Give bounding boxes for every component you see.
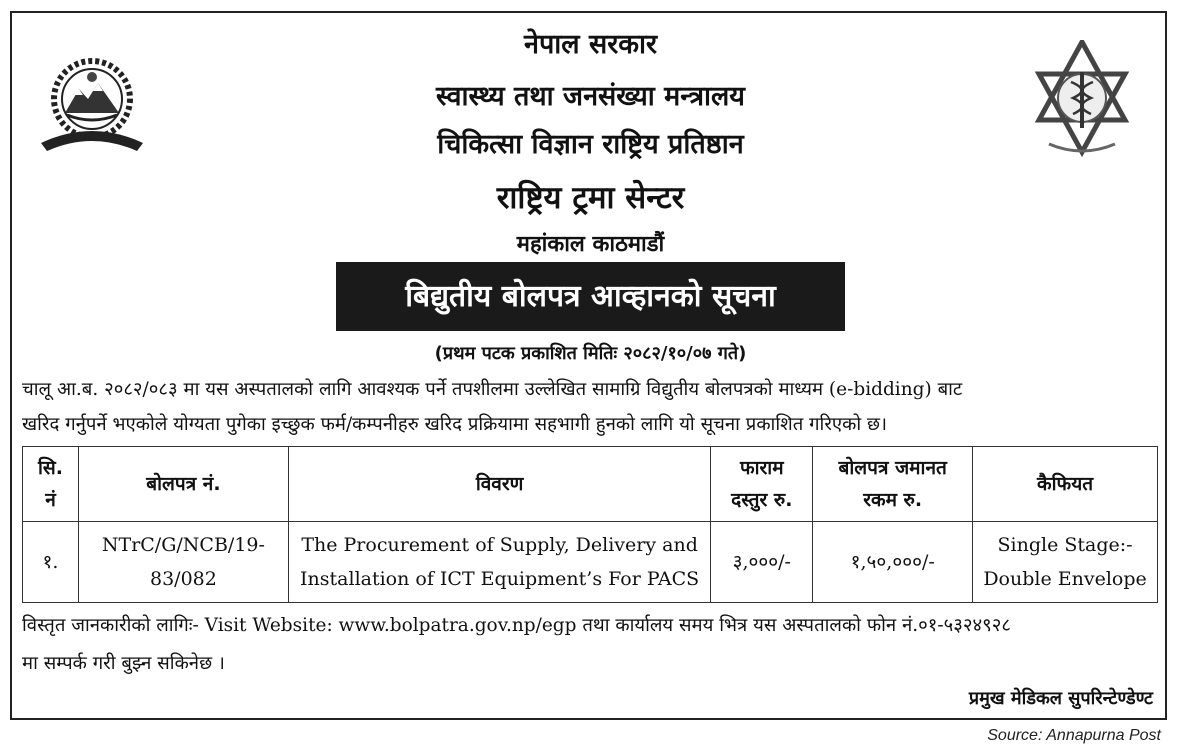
col-header-fee-line1: फाराम bbox=[739, 457, 784, 479]
cell-bid-no-line1: NTrC/G/NCB/19- bbox=[101, 534, 265, 556]
table-header-row bbox=[23, 447, 1158, 522]
cell-remarks bbox=[973, 522, 1158, 603]
col-header-sn-line1: सि. bbox=[37, 457, 63, 479]
table-row bbox=[23, 522, 1158, 603]
col-header-fee-line2: दस्तुर रु. bbox=[731, 489, 793, 511]
col-header-security-line2: रकम रु. bbox=[863, 489, 923, 511]
cell-description bbox=[288, 522, 710, 603]
col-header-sn-line2: नं bbox=[45, 489, 56, 511]
col-header-security bbox=[813, 447, 973, 522]
tender-table bbox=[22, 446, 1158, 603]
cell-description-line2: Installation of ICT Equipment’s For PACS bbox=[300, 568, 700, 590]
header-academy: चिकित्सा विज्ञान राष्ट्रिय प्रतिष्ठान bbox=[437, 129, 744, 160]
publish-date: (प्रथम पटक प्रकाशित मितिः २०८२/१०/०७ गते) bbox=[434, 343, 747, 364]
footer-info-line-2: मा सम्पर्क गरी बुझ्न सकिनेछ । bbox=[22, 653, 225, 674]
signatory: प्रमुख मेडिकल सुपरिन्टेण्डेण्ट bbox=[968, 688, 1153, 709]
header-trauma-center: राष्ट्रिय ट्रमा सेन्टर bbox=[496, 180, 685, 216]
col-header-security-line1: बोलपत्र जमानत bbox=[838, 457, 947, 479]
cell-fee: ३,०००/- bbox=[711, 522, 813, 603]
col-header-fee bbox=[711, 447, 813, 522]
col-header-bid-no: बोलपत्र नं. bbox=[78, 447, 288, 522]
cell-security: १,५०,०००/- bbox=[813, 522, 973, 603]
intro-line-1: चालू आ.ब. २०८२/०८३ मा यस अस्पतालको लागि आवश्यक पर्ने तपशीलमा उल्लेखित सामाग्रि विद्युतीय बोलपत्रको माध्यम (e-bidding) बाट bbox=[22, 379, 963, 400]
cell-sn: १. bbox=[23, 522, 79, 603]
intro-line-2: खरिद गर्नुपर्ने भएकोले योग्यता पुगेका इच्छुक फर्म/कम्पनीहरु खरिद प्रक्रियामा सहभागी हुनको लागि यो सूचना प्रकाशित गरिएको छ। bbox=[22, 414, 887, 435]
header-location: महांकाल काठमाडौं bbox=[516, 232, 665, 257]
cell-remarks-line1: Single Stage:- bbox=[997, 534, 1133, 556]
cell-remarks-line2: Double Envelope bbox=[983, 568, 1147, 590]
header-government: नेपाल सरकार bbox=[523, 29, 658, 60]
cell-bid-no-line2: 83/082 bbox=[149, 568, 217, 590]
col-header-description: विवरण bbox=[288, 447, 710, 522]
notice-title-banner: बिद्युतीय बोलपत्र आव्हानको सूचना bbox=[336, 262, 845, 331]
cell-description-line1: The Procurement of Supply, Delivery and bbox=[301, 534, 698, 556]
cell-bid-no bbox=[78, 522, 288, 603]
footer-info-line-1: विस्तृत जानकारीको लागिः- Visit Website: www.bolpatra.gov.np/egp तथा कार्यालय समय भित्र यस अस्पतालको फोन नं.०१-५३२४९२८ bbox=[22, 615, 1012, 636]
col-header-remarks: कैफियत bbox=[973, 447, 1158, 522]
header-ministry: स्वास्थ्य तथा जनसंख्या मन्त्रालय bbox=[436, 81, 745, 112]
source-credit: Source: Annapurna Post bbox=[987, 727, 1161, 744]
col-header-sn bbox=[23, 447, 79, 522]
